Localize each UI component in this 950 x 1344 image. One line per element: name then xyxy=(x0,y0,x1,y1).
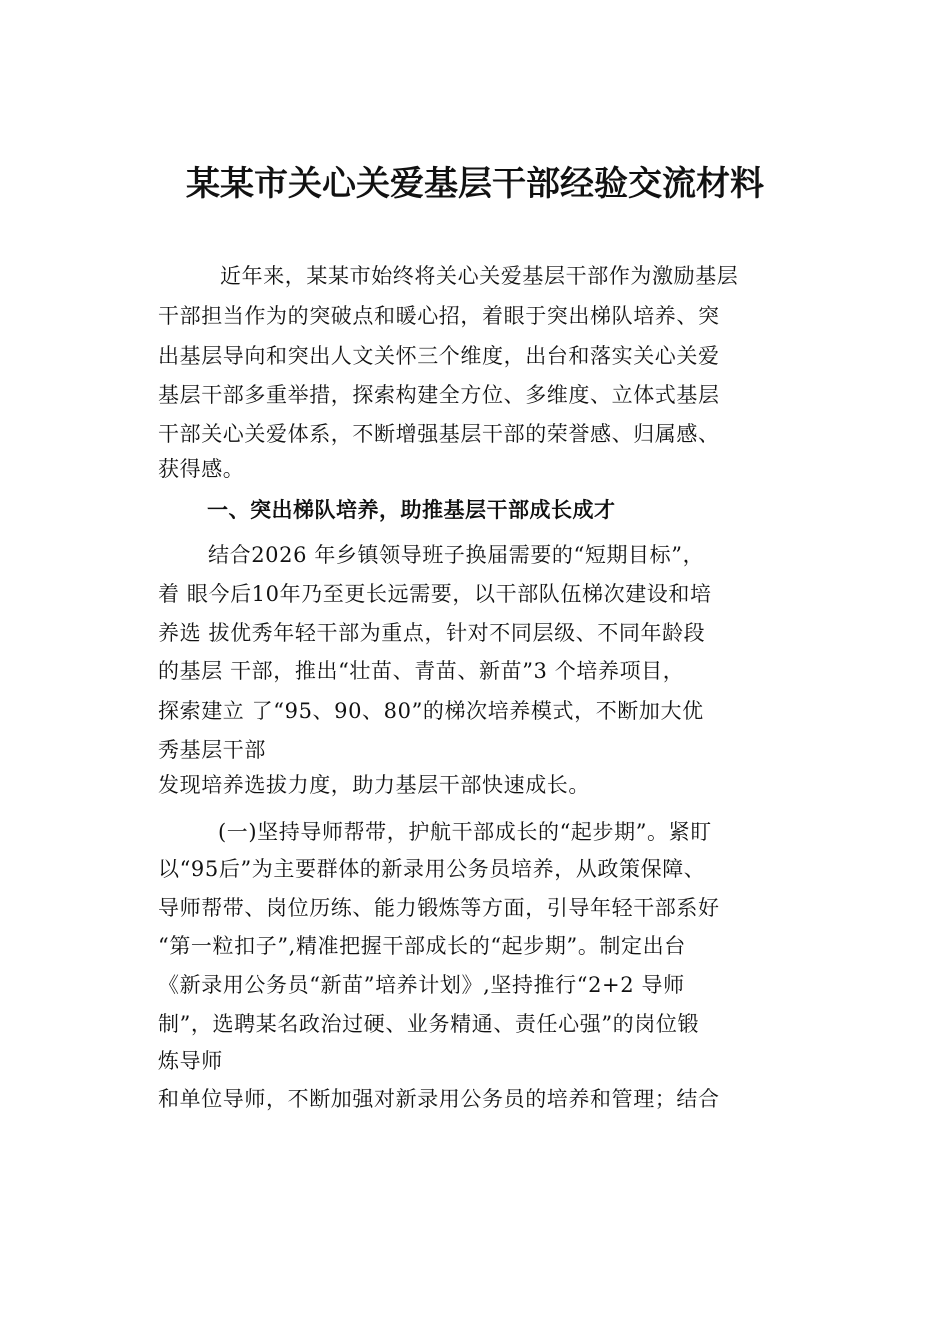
intro-line-6: 获得感。 xyxy=(158,457,245,481)
section1-line-6: 秀基层干部 xyxy=(158,738,266,762)
section1-line-3: 养选 拔优秀年轻干部为重点，针对不同层级、不同年龄段 xyxy=(158,621,706,645)
subsection1-line-4: “第一粒扣子”,精准把握干部成长的“起步期”。制定出台 xyxy=(158,934,686,958)
subsection1-line-7: 炼导师 xyxy=(158,1049,223,1073)
subsection1-line-1: (一)坚持导师帮带，护航干部成长的“起步期”。紧盯 xyxy=(218,820,712,844)
intro-line-3: 出基层导向和突出人文关怀三个维度，出台和落实关心关爱 xyxy=(158,344,720,368)
section1-line-5: 探索建立 了“95、90、80”的梯次培养模式，不断加大优 xyxy=(158,699,704,723)
section1-line-2: 着 眼今后10年乃至更长远需要，以干部队伍梯次建设和培 xyxy=(158,582,712,606)
intro-line-2: 干部担当作为的突破点和暖心招，着眼于突出梯队培养、突 xyxy=(158,304,720,328)
subsection1-line-6: 制”，选聘某名政治过硬、业务精通、责任心强”的岗位锻 xyxy=(158,1012,700,1036)
section-heading: 一、突出梯队培养，助推基层干部成长成才 xyxy=(207,498,616,522)
section1-line-1: 结合2026 年乡镇领导班子换届需要的“短期目标”， xyxy=(208,543,705,567)
subsection1-line-3: 导师帮带、岗位历练、能力锻炼等方面，引导年轻干部系好 xyxy=(158,896,720,920)
intro-line-5: 干部关心关爱体系，不断增强基层干部的荣誉感、归属感、 xyxy=(158,422,720,446)
intro-line-4: 基层干部多重举措，探索构建全方位、多维度、立体式基层 xyxy=(158,383,720,407)
section1-line-7: 发现培养选拔力度，助力基层干部快速成长。 xyxy=(158,773,590,797)
subsection1-line-5: 《新录用公务员“新苗”培养计划》,坚持推行“2+2 导师 xyxy=(158,973,685,997)
intro-line-1: 近年来，某某市始终将关心关爱基层干部作为激励基层 xyxy=(220,264,739,288)
subsection1-line-8: 和单位导师，不断加强对新录用公务员的培养和管理；结合 xyxy=(158,1087,720,1111)
document-title: 某某市关心关爱基层干部经验交流材料 xyxy=(186,164,764,204)
section1-line-4: 的基层 干部，推出“壮苗、青苗、新苗”3 个培养项目， xyxy=(158,659,685,683)
subsection1-line-2: 以“95后”为主要群体的新录用公务员培养，从政策保障、 xyxy=(158,857,706,881)
